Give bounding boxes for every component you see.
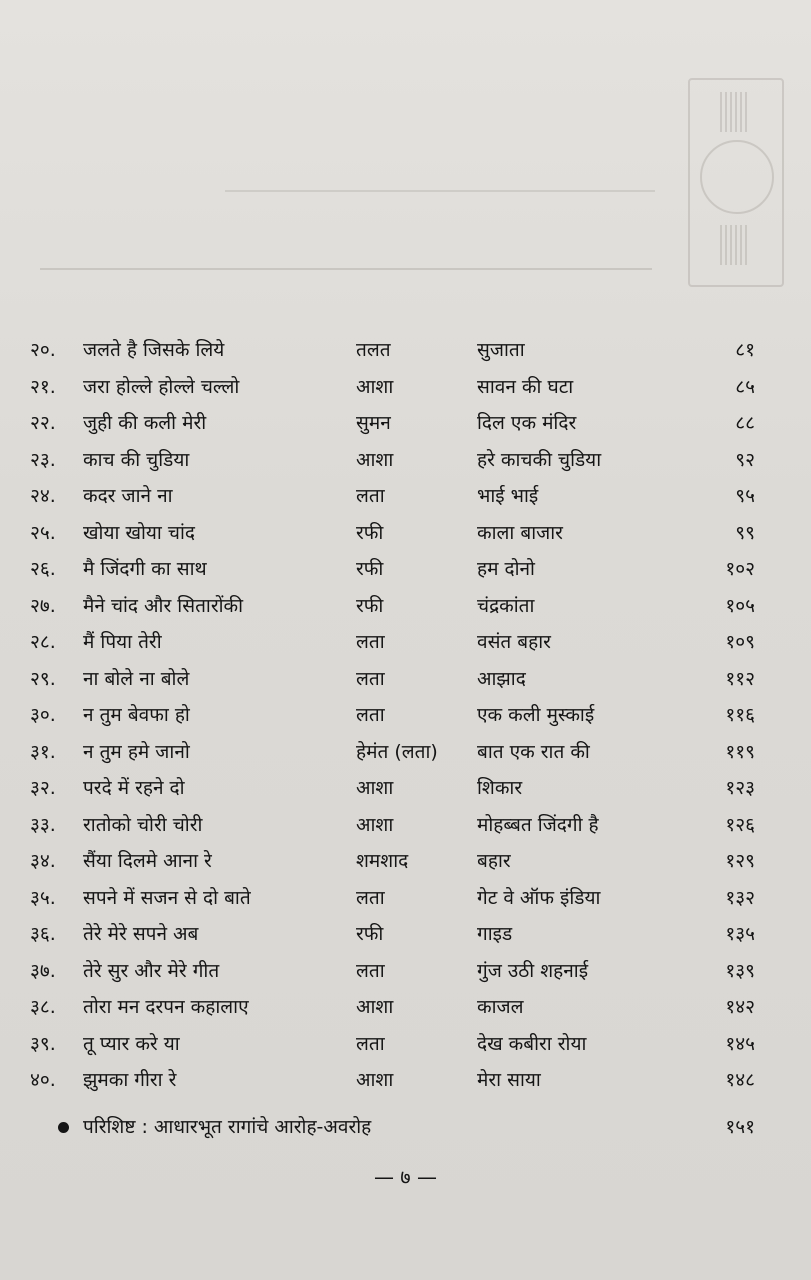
- page-number: ११९: [725, 740, 755, 763]
- song-title: मैं पिया तेरी: [83, 631, 162, 653]
- film-name: सावन की घटा: [477, 375, 574, 398]
- song-title: कदर जाने ना: [83, 485, 173, 507]
- page-number: ८८: [735, 412, 755, 434]
- entry-number: २३.: [30, 448, 56, 471]
- song-title: सैंया दिलमे आना रे: [83, 850, 212, 872]
- song-title: न तुम बेवफा हो: [83, 704, 190, 726]
- page-number: १०५: [725, 594, 755, 617]
- film-name: सुजाता: [477, 339, 525, 361]
- singer-name: लता: [356, 485, 385, 507]
- film-name: भाई भाई: [477, 485, 539, 507]
- page-number: ८१: [735, 339, 755, 361]
- singer-name: आशा: [356, 375, 394, 398]
- entry-number: ३७.: [30, 959, 56, 982]
- entry-number: २१.: [30, 375, 56, 398]
- film-name: वसंत बहार: [477, 631, 551, 653]
- singer-name: रफी: [356, 923, 384, 945]
- toc-row: [0, 1063, 811, 1097]
- page-number: १४८: [725, 1069, 755, 1091]
- song-title: मै जिंदगी का साथ: [83, 558, 207, 580]
- film-name: चंद्रकांता: [477, 594, 535, 617]
- song-title: झुमका गीरा रे: [83, 1069, 177, 1091]
- page-number: १०२: [725, 558, 755, 580]
- song-title: सपने में सजन से दो बाते: [83, 886, 251, 909]
- song-title: ना बोले ना बोले: [83, 667, 190, 690]
- toc-row: [0, 1027, 811, 1061]
- singer-name: लता: [356, 667, 385, 690]
- entry-number: २२.: [30, 412, 56, 434]
- toc-row: [0, 552, 811, 586]
- appendix-entry: [0, 1110, 811, 1144]
- singer-name: आशा: [356, 813, 394, 836]
- film-name: आझाद: [477, 667, 526, 690]
- page-number: १४५: [725, 1032, 755, 1055]
- singer-name: आशा: [356, 1069, 394, 1091]
- entry-number: ४०.: [30, 1069, 56, 1091]
- page-number: ११२: [725, 667, 755, 690]
- film-name: मेरा साया: [477, 1069, 541, 1091]
- film-name: मोहब्बत जिंदगी है: [477, 813, 599, 836]
- entry-number: २९.: [30, 667, 56, 690]
- toc-row: [0, 333, 811, 367]
- song-title: परदे में रहने दो: [83, 777, 185, 799]
- entry-number: ३८.: [30, 996, 56, 1018]
- singer-name: आशा: [356, 996, 394, 1018]
- entry-number: ३२.: [30, 777, 56, 799]
- entry-number: ३९.: [30, 1032, 56, 1055]
- entry-number: २०.: [30, 339, 56, 361]
- toc-row: [0, 698, 811, 732]
- entry-number: २५.: [30, 521, 56, 544]
- entry-number: ३४.: [30, 850, 56, 872]
- song-title: जुही की कली मेरी: [83, 412, 207, 434]
- toc-row: [0, 443, 811, 477]
- film-name: काला बाजार: [477, 521, 563, 544]
- entry-number: ३१.: [30, 740, 56, 763]
- singer-name: रफी: [356, 594, 384, 617]
- toc-row: [0, 735, 811, 769]
- page-number: १३२: [725, 886, 755, 909]
- page-number: ९९: [735, 521, 755, 544]
- song-title: जलते है जिसके लिये: [83, 339, 225, 361]
- film-name: दिल एक मंदिर: [477, 412, 577, 434]
- film-name: हरे काचकी चुडिया: [477, 448, 602, 471]
- singer-name: लता: [356, 704, 385, 726]
- film-name: देख कबीरा रोया: [477, 1032, 587, 1055]
- singer-name: लता: [356, 1032, 385, 1055]
- song-title: काच की चुडिया: [83, 448, 190, 471]
- singer-name: लता: [356, 631, 385, 653]
- singer-name: सुमन: [356, 412, 391, 434]
- bullet-icon: [58, 1122, 69, 1133]
- page-number: ८५: [735, 375, 755, 398]
- page-folio: — ७ —: [373, 1165, 438, 1189]
- page-number: १२९: [725, 850, 755, 872]
- film-name: गाइड: [477, 923, 513, 945]
- song-title: तोरा मन दरपन कहालाए: [83, 996, 249, 1018]
- toc-row: [0, 589, 811, 623]
- singer-name: शमशाद: [356, 850, 409, 872]
- toc-row: [0, 771, 811, 805]
- singer-name: लता: [356, 959, 385, 982]
- entry-number: ३६.: [30, 923, 56, 945]
- song-title: खोया खोया चांद: [83, 521, 195, 544]
- singer-name: रफी: [356, 521, 384, 544]
- toc-row: [0, 881, 811, 915]
- toc-row: [0, 625, 811, 659]
- toc-row: [0, 516, 811, 550]
- film-name: हम दोनो: [477, 558, 535, 580]
- song-title: तू प्यार करे या: [83, 1032, 180, 1055]
- toc-row: [0, 479, 811, 513]
- toc-row: [0, 406, 811, 440]
- page-number: १३५: [725, 923, 755, 945]
- film-name: एक कली मुस्काई: [477, 704, 595, 726]
- film-name: शिकार: [477, 777, 523, 799]
- entry-number: २४.: [30, 485, 56, 507]
- toc-row: [0, 662, 811, 696]
- entry-number: ३३.: [30, 813, 56, 836]
- appendix-label: परिशिष्ट : आधारभूत रागांचे आरोह-अवरोह: [83, 1116, 372, 1138]
- film-name: गेट वे ऑफ इंडिया: [477, 886, 601, 909]
- film-name: काजल: [477, 996, 524, 1018]
- page-number: १४२: [725, 996, 755, 1018]
- film-name: बात एक रात की: [477, 740, 590, 763]
- song-title: तेरे सुर और मेरे गीत: [83, 959, 220, 982]
- singer-name: लता: [356, 886, 385, 909]
- toc-row: [0, 844, 811, 878]
- entry-number: ३०.: [30, 704, 56, 726]
- page-number: ११६: [725, 704, 755, 726]
- entry-number: २८.: [30, 631, 56, 653]
- page-number: ९५: [735, 485, 755, 507]
- song-title: जरा होल्ले होल्ले चल्लो: [83, 375, 240, 398]
- singer-name: रफी: [356, 558, 384, 580]
- singer-name: हेमंत (लता): [356, 740, 438, 763]
- singer-name: आशा: [356, 448, 394, 471]
- singer-name: तलत: [356, 339, 391, 361]
- song-title: तेरे मेरे सपने अब: [83, 923, 199, 945]
- entry-number: २७.: [30, 594, 56, 617]
- page-number: १२६: [725, 813, 755, 836]
- toc-row: [0, 370, 811, 404]
- song-title: न तुम हमे जानो: [83, 740, 190, 763]
- toc-row: [0, 917, 811, 951]
- toc-row: [0, 954, 811, 988]
- page-number: १२३: [725, 777, 755, 799]
- toc-row: [0, 808, 811, 842]
- toc-row: [0, 990, 811, 1024]
- entry-number: २६.: [30, 558, 56, 580]
- song-title: रातोको चोरी चोरी: [83, 813, 203, 836]
- entry-number: ३५.: [30, 886, 56, 909]
- page-number: १०९: [725, 631, 755, 653]
- page-number: ९२: [735, 448, 755, 471]
- song-title: मैने चांद और सितारोंकी: [83, 594, 244, 617]
- film-name: बहार: [477, 850, 511, 872]
- appendix-page: १५१: [725, 1116, 755, 1138]
- singer-name: आशा: [356, 777, 394, 799]
- page-number: १३९: [725, 959, 755, 982]
- film-name: गुंज उठी शहनाई: [477, 959, 589, 982]
